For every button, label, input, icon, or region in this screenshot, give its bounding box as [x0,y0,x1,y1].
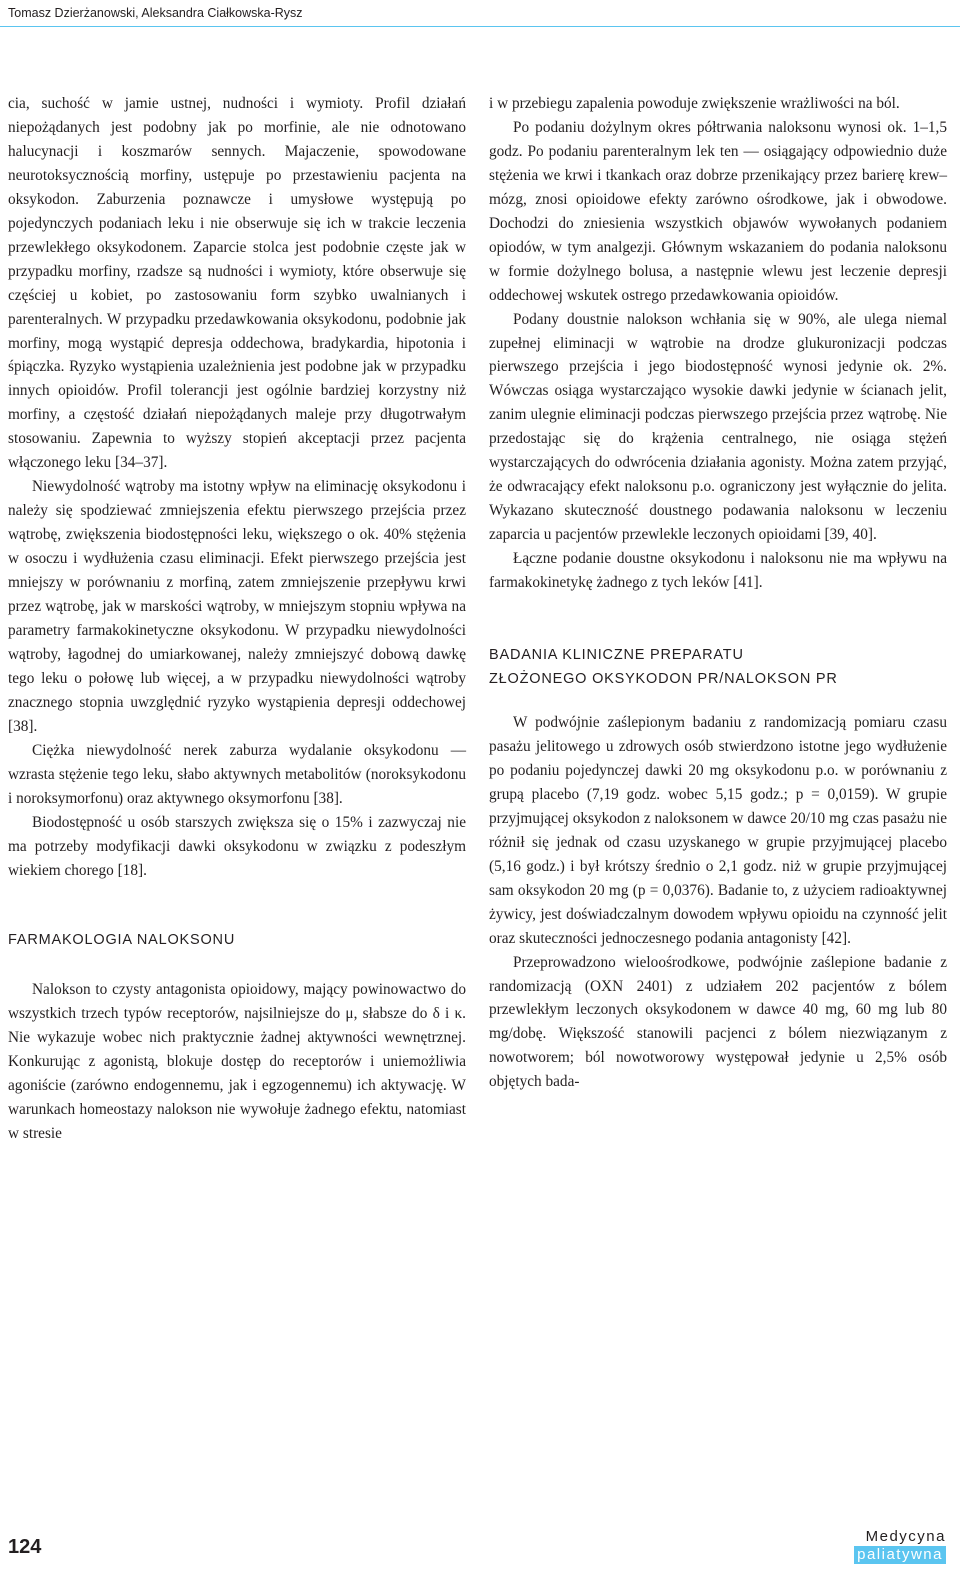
page-number: 124 [8,1536,42,1558]
paragraph: cia, suchość w jamie ustnej, nudności i wymioty. Profil działań niepożądanych jest podobny jak po morfinie, ale nie odnotowano halucynacji i koszmarów sennych. Majaczenie, spowodowane neurotoksycznością morfiny, ustępuje po przestawieniu pacjenta na oksykodon. Zaburzenia poznawcze i umysłowe występują po pojedynczych podaniach leku i nie obserwuje się ich w trakcie leczenia przewlekłego oksykodonem. Zaparcie stolca jest podobnie częste jak w przypadku morfiny, rzadsze są nudności i wymioty, które obserwuje się częściej u kobiet, po zastosowaniu form szybko uwalnianych i parenteralnych. W przypadku przedawkowania oksykodonu, podobnie jak morfiny, mogą wystąpić depresja oddechowa, bradykardia, hipotonia i śpiączka. Ryzyko wystąpienia uzależnienia jest podobne jak w przypadku innych opioidów. Profil tolerancji jest ogólnie bardziej korzystny niż morfiny, a częstość działań niepożądanych maleje przy długotrwałym stosowaniu. Zapewnia to wyższy stopień akceptacji przez pacjenta włączonego leku [34–37]. [8,95,466,472]
paragraph: Niewydolność wątroby ma istotny wpływ na eliminację oksykodonu i należy się spodziewać zmniejszenia efektu pierwszego przejścia przez wątrobę, zwiększenia biodostępności leku, większego o ok. 40% stężenia w osoczu i wydłużenia czasu eliminacji. Efekt pierwszego przejścia jest mniejszy w porównaniu z morfiną, zatem zmniejszenie przepływu krwi przez wątrobę, jak w marskości wątroby, w mniejszym stopniu wpływa na parametry farmakokinetyczne oksykodonu. W przypadku niewydolności wątroby, łagodnej do umiarkowanej, należy zmniejszyć dobową dawkę tego leku o połowę lub więcej, a w przypadku niewydolności wątroby znacznego stopnia uwzględnić ryzyko wystąpienia depresji oddechowej [38]. [8,478,466,735]
paragraph: Łączne podanie doustne oksykodonu i naloksonu nie ma wpływu na farmakokinetykę żadnego z tych leków [41]. [489,550,947,592]
paragraph: i w przebiegu zapalenia powoduje zwiększenie wrażliwości na ból. [489,95,900,112]
paragraph: W podwójnie zaślepionym badaniu z randomizacją pomiaru czasu pasażu jelitowego u zdrowych osób stwierdzono istotne jego wydłużenie po podaniu pojedynczej dawki 20 mg oksykodonu p.o. w porównaniu z grupą placebo (7,19 godz. wobec 5,15 godz.; p = 0,0159). W grupie przyjmującej oksykodon z naloksonem w dawce 20/10 mg czas pasażu nie różnił się jednak od czasu uzyskanego w grupie przyjmującej placebo (5,16 godz.) i był krótszy średnio o 2,1 godz. niż w grupie przyjmującej sam oksykodon 20 mg (p = 0,0376). Badanie to, z użyciem radioaktywnej żywicy, jest doświadczalnym dowodem wpływu opioidu na czynność jelit oraz skuteczności jednoczesnego podania antagonisty [42]. [489,714,947,947]
left-column [8,92,466,1146]
paragraph: Biodostępność u osób starszych zwiększa się o 15% i zazwyczaj nie ma potrzeby modyfikacji dawki oksykodonu w związku z podeszłym wiekiem chorego [18]. [8,813,466,879]
logo-text-medycyna: Medycyna [865,1528,946,1545]
paragraph: Ciężka niewydolność nerek zaburza wydalanie oksykodonu — wzrasta stężenie tego leku, słabo aktywnych metabolitów (noroksykodonu i noroksymorfonu) oraz aktywnego oksymorfonu [38]. [8,741,466,807]
journal-logo [836,1528,946,1564]
logo-text-paliatywna: paliatywna [854,1546,946,1564]
heading-line: ZŁOŻONEGO OKSYKODON PR/NALOKSON PR [489,671,838,688]
running-head-authors: Tomasz Dzierżanowski, Aleksandra Ciałkowska-Rysz [8,6,303,20]
right-column [489,92,947,1094]
header-rule [0,26,960,27]
paragraph: Przeprowadzono wieloośrodkowe, podwójnie zaślepione badanie z randomizacją (OXN 2401) z udziałem 202 pacjentów z bólem przewlekłym leczonych oksykodonem w dawce 40 mg, 60 mg lub 80 mg/dobę. Większość stanowili pacjenci z bólem niezwiązanym z nowotworem; ból nowotworowy występował jedynie u 2,5% osób objętych bada- [489,953,947,1091]
section-heading-clinical-trials [489,643,947,691]
section-heading-naloxone-pharmacology: FARMAKOLOGIA NALOKSONU [8,932,236,949]
paragraph: Po podaniu dożylnym okres półtrwania naloksonu wynosi ok. 1–1,5 godz. Po podaniu parenteralnym lek ten — osiągający odpowiednio duże stężenia we krwi i tkankach oraz dobrze przenikający przez barierę krew–mózg, znosi opioidowe efekty zarówno ośrodkowe, jak i obwodowe. Dochodzi do zniesienia wszystkich objawów wywołanych podaniem opiodów, w tym analgezji. Głównym wskazaniem do podania naloksonu w formie dożylnego bolusa, a następnie wlewu jest leczenie depresji oddechowej wskutek ostrego przedawkowania opioidów. [489,118,947,304]
heading-line: BADANIA KLINICZNE PREPARATU [489,647,744,664]
paragraph: Nalokson to czysty antagonista opioidowy, mający powinowactwo do wszystkich trzech typów receptorów, najsilniejsze do μ, słabsze do δ i κ. Nie wykazuje wobec nich praktycznie żadnej aktywności wewnętrznej. Konkurując z agonistą, blokuje dostęp do receptorów i uniemożliwia agoniście (zarówno endogennemu, jak i egzogennemu) ich aktywację. W warunkach homeostazy nalokson nie wywołuje żadnego efektu, natomiast w stresie [8,981,466,1143]
paragraph: Podany doustnie nalokson wchłania się w 90%, ale ulega niemal zupełnej eliminacji w wątrobie na drodze glukuronizacji podczas pierwszego przejścia i jego biodostępność wynosi jedynie ok. 2%. Wówczas osiąga wystarczająco wysokie dawki jedynie w ścianach jelit, zanim ulegnie eliminacji podczas pierwszego przejścia przez wątrobę. Nie przedostając się do krążenia centralnego, nie osiąga stężeń wystarczających do odwrócenia działania agonisty. Można zatem przyjąć, że odwracający efekt naloksonu p.o. ograniczony jest wyłącznie do jelita. Wykazano skuteczność doustnego podawania naloksonu w leczeniu zaparcia u pacjentów przewlekle leczonych opioidami [39, 40]. [489,310,947,544]
